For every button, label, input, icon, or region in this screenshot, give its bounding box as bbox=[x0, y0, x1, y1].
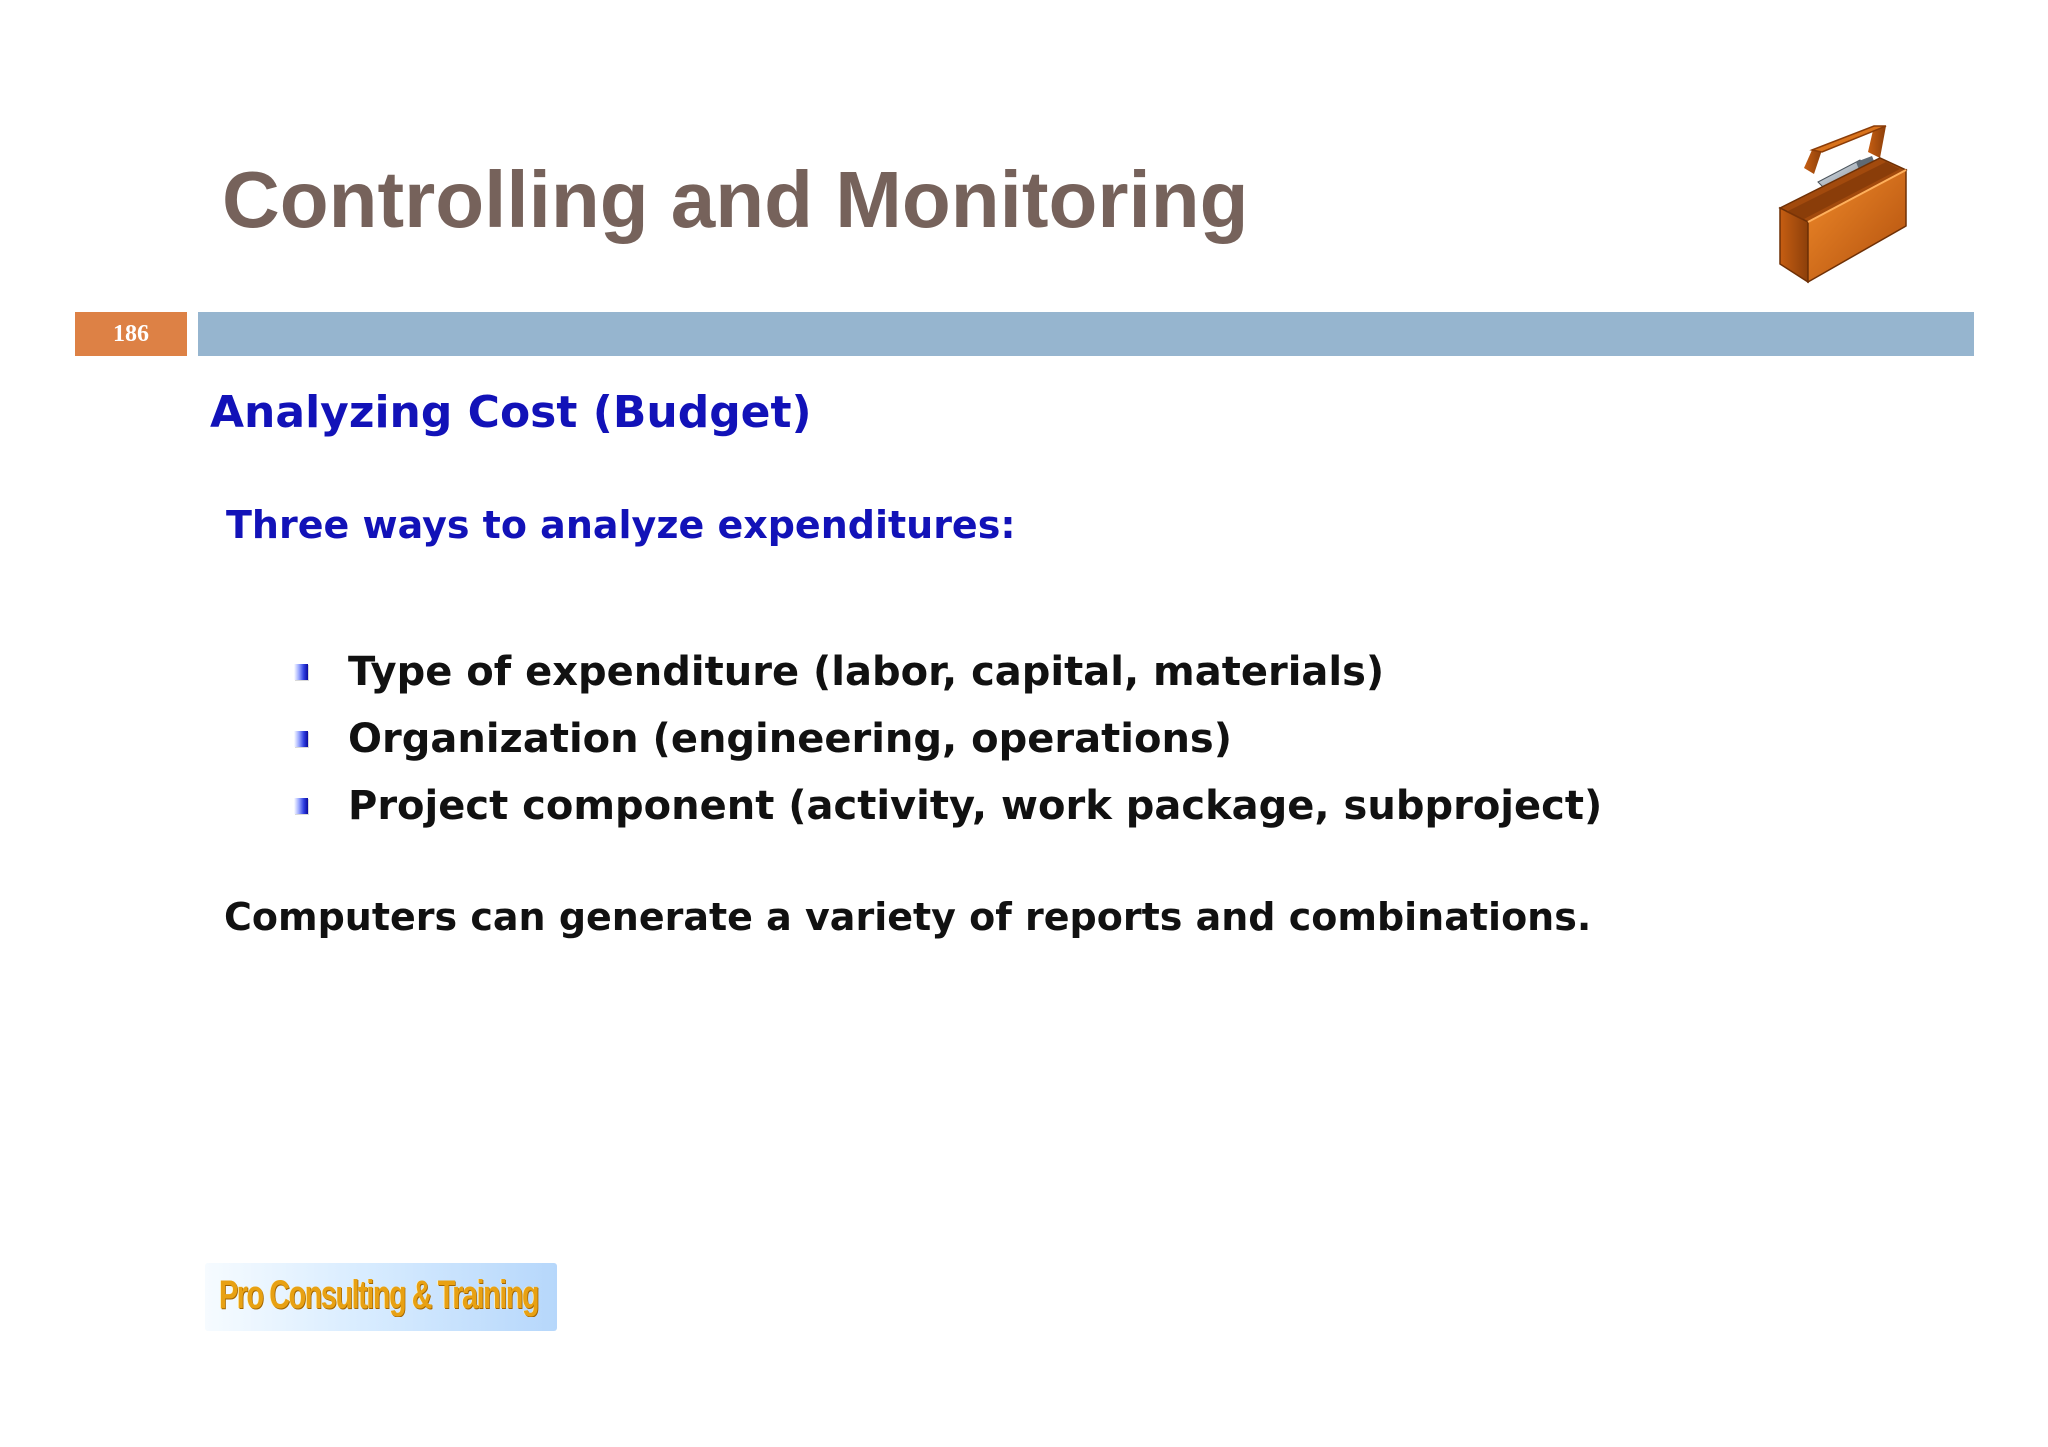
bullet-square-icon bbox=[294, 798, 308, 814]
bullet-text: Type of expenditure (labor, capital, materials) bbox=[348, 648, 1385, 695]
bullet-square-icon bbox=[294, 731, 308, 747]
bullet-square-icon bbox=[294, 664, 308, 680]
slide-title: Controlling and Monitoring bbox=[222, 155, 1249, 244]
section-heading: Analyzing Cost (Budget) bbox=[210, 387, 812, 438]
bullet-item bbox=[294, 638, 1602, 705]
bullet-item bbox=[294, 705, 1602, 772]
page-number-badge: 186 bbox=[75, 312, 187, 356]
intro-text: Three ways to analyze expenditures: bbox=[226, 503, 1016, 547]
header-divider-bar bbox=[198, 312, 1974, 356]
closing-text: Computers can generate a variety of reports and combinations. bbox=[224, 895, 1592, 939]
bullet-text: Project component (activity, work package, subproject) bbox=[348, 782, 1603, 829]
toolbox-icon bbox=[1760, 122, 1910, 290]
bullet-item bbox=[294, 772, 1602, 839]
bullet-text: Organization (engineering, operations) bbox=[348, 715, 1233, 762]
bullet-list bbox=[294, 638, 1602, 839]
footer-logo-text: Pro Consulting & Training bbox=[219, 1273, 539, 1317]
footer-logo bbox=[205, 1263, 557, 1331]
